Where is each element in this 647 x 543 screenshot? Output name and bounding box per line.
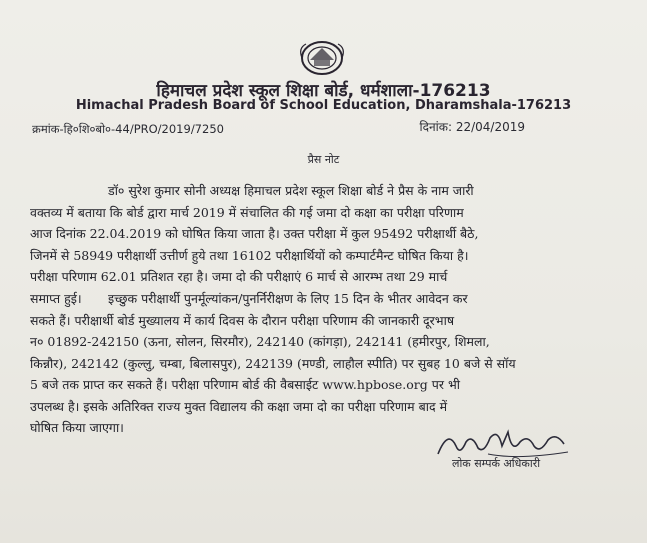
board-title-hindi: हिमाचल प्रदेश स्कूल शिक्षा बोर्ड, धर्मशाला-176213 <box>156 81 491 101</box>
paragraph-line: सकते हैं। परीक्षार्थी बोर्ड मुख्यालय में कार्य दिवस के दौरान परीक्षा परिणाम की जानकारी दूरभाष <box>30 312 455 328</box>
paragraph-line: घोषित किया जाएगा। <box>30 420 124 435</box>
paragraph-line: डॉ० सुरेश कुमार सोनी अध्यक्ष हिमाचल प्रदेश स्कूल शिक्षा बोर्ड ने प्रैस के नाम जारी <box>108 183 474 198</box>
paragraph-line: किन्नौर), 242142 (कुल्लु, चम्बा, बिलासपुर), 242139 (मण्डी, लाहौल स्पीति) पर सुबह 10 बजे से सॉय <box>30 355 516 371</box>
paragraph-line: परीक्षा परिणाम 62.01 प्रतिशत रहा है। जमा दो की परीक्षाएं 6 मार्च से आरम्भ तथा 29 मार्च <box>30 269 448 284</box>
board-title-english: Himachal Pradesh Board of School Education, Dharamshala-176213 <box>75 98 572 113</box>
paragraph-line: न० 01892-242150 (ऊना, सोलन, सिरमौर), 242140 (कांगड़ा), 242141 (हमीरपुर, शिमला, <box>30 334 490 349</box>
paragraph-line: जिनमें से 58949 परीक्षार्थी उत्तीर्ण हुये तथा 16102 परीक्षार्थियों को कम्पार्टमैन्ट घोषित किया है। <box>30 247 469 263</box>
board-emblem-icon <box>294 38 350 76</box>
paragraph-line: आज दिनांक 22.04.2019 को घोषित किया जाता है। उक्त परीक्षा में कुल 95492 परीक्षार्थी बैठे, <box>30 226 479 241</box>
reference-number: क्रमांक-हि०शि०बो०-44/PRO/2019/7250 <box>32 122 224 136</box>
paragraph-line: उपलब्ध है। इसके अतिरिक्त राज्य मुक्त विद्यालय की कक्षा जमा दो का परीक्षा परिणाम बाद में <box>30 398 448 414</box>
paragraph-line: इच्छुक परीक्षार्थी पुनर्मूल्यांकन/पुनर्निरीक्षण के लिए 15 दिन के भीतर आवेदन कर <box>108 291 468 306</box>
signatory-designation: लोक सम्पर्क अधिकारी <box>452 457 541 470</box>
press-note-heading: प्रैस नोट <box>307 153 340 166</box>
paragraph-line: वक्तव्य में बताया कि बोर्ड द्वारा मार्च 2019 में संचालित की गई जमा दो कक्षा का परीक्षा परिणाम <box>30 204 464 220</box>
paragraph-line: 5 बजे तक प्राप्त कर सकते हैं। परीक्षा परिणाम बोर्ड की वैबसाईट www.hpbose.org पर भी <box>30 377 460 392</box>
document-date: दिनांक: 22/04/2019 <box>419 120 525 134</box>
paragraph-line: समाप्त हुई। <box>30 290 82 306</box>
